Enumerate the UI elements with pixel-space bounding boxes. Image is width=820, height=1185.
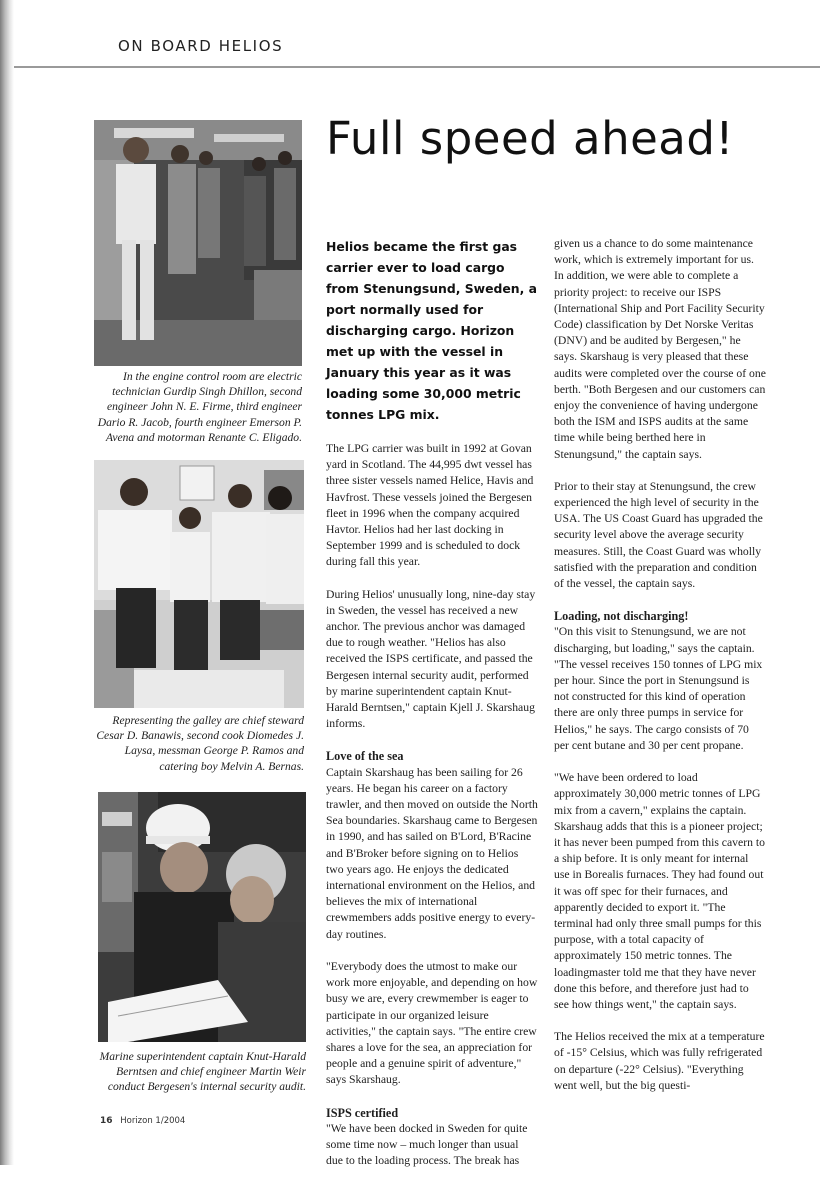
body-paragraph: Captain Skarshaug has been sailing for 26 years. He began his career on a factory trawler, and then moved on outside the North Sea boundaries. Skarshaug came to Bergesen in 1990, and has sailed on B'Lord, B'Racine and B'Broker before signing on to Helios two years ago. He enjoys the dedicated international environment on the Helios, and believes the mix of international crewmembers adds positive energy to every-day routines.: [326, 765, 538, 941]
subheading-loading-not-discharging: Loading, not discharging!: [554, 609, 689, 624]
engine-room-photo: [94, 120, 302, 366]
audit-caption: Marine superintendent captain Knut-Harald Berntsen and chief engineer Martin Weir conduct Bergesen's internal security audit.: [99, 1050, 306, 1094]
body-paragraph: During Helios' unusually long, nine-day stay in Sweden, the vessel has received a new anchor. The previous anchor was damaged due to rough weather. "Helios has also received the ISPS certificate, and passed the Bergesen internal security audit, performed by marine superintendent captain Knut-Harald Berntsen," captain Kjell J. Skarshaug informs.: [326, 587, 536, 731]
body-paragraph: "On this visit to Stenungsund, we are not discharging, but loading," says the captain. "The vessel receives 150 tonnes of LPG mix per hour. Since the port in Stenungsund is not constructed for this kind of operation there are only three pumps in service for Helios," he says. The cargo consists of 70 per cent butane and 30 per cent propane.: [554, 625, 763, 752]
article-title: Full speed ahead!: [326, 112, 734, 165]
page-number: 16: [100, 1116, 113, 1126]
galley-photo: [94, 460, 304, 708]
body-paragraph: "Everybody does the utmost to make our work more enjoyable, and depending on how busy we are, every crewmember is eager to participate in our organized leisure activities," the captain says. "The entire crew shares a love for the sea, an appreciation for people and a genuine spirit of adventure," says Skarshaug.: [326, 959, 538, 1087]
top-bar: [14, 0, 820, 68]
column-middle: [326, 236, 538, 1185]
section-label: ON BOARD HELIOS: [118, 37, 284, 55]
body-paragraph: The Helios received the mix at a temperature of -15° Celsius, which was fully refrigerated on departure (-22° Celsius). "Everything went well, but the big questi-: [554, 1030, 765, 1092]
subheading-love-of-the-sea: Love of the sea: [326, 749, 404, 764]
page-footer: [100, 1116, 185, 1126]
issue-label: Horizon 1/2004: [120, 1116, 186, 1126]
body-paragraph: "We have been ordered to load approximately 30,000 metric tonnes of LPG mix from a cavern," explains the captain. Skarshaug adds that this is a pioneer project; it has never been pumped from this cavern to a ship before. It is only meant for internal use in Borealis furnaces. They had found out it was off spec for their furnaces, and apparently decided to export it. "The terminal had only three small pumps for this purpose, with a total capacity of approximately 150 metric tonnes. The loadingmaster told me that they have never done this before, and therefore just had to see how things went," the captain says.: [554, 771, 765, 1011]
engine-room-caption: In the engine control room are electric technician Gurdip Singh Dhillon, second engineer John N. E. Firme, third engineer Dario R. Jacob, fourth engineer Emerson P. Avena and motorman Renante C. Eligado.: [97, 370, 302, 444]
audit-photo: [98, 792, 306, 1042]
body-paragraph: given us a chance to do some maintenance work, which is extremely important for us. In addition, we were able to complete a priority project: to receive our ISPS (International Ship and Port Facility Security Code) classification by Det Norske Veritas (DNV) and be audited by Bergesen," he says. Skarshaug is very pleased that these audits were completed over the course of one berth. "Both Bergesen and our customers can enjoy the convenience of having undergone both the ISM and ISPS audits at the same time while being berthed here in Stenungsund," the captain says.: [554, 237, 766, 461]
column-right: [554, 236, 766, 1110]
body-paragraph: "We have been docked in Sweden for quite some time now – much longer than usual due to the loading process. The break has: [326, 1121, 528, 1168]
subheading-isps-certified: ISPS certified: [326, 1105, 399, 1120]
binding-spine: [0, 0, 14, 1165]
body-paragraph: The LPG carrier was built in 1992 at Govan yard in Scotland. The 44,995 dwt vessel has three sister vessels named Helice, Havis and Havfrost. These vessels joined the Bergesen fleet in 1996 when the company acquired Havtor. Helios had her last docking in September 1999 and is scheduled to dock during fall this year.: [326, 442, 534, 569]
article-lead: Helios became the first gas carrier ever to load cargo from Stenungsund, Sweden, a port normally used for discharging cargo. Horizon met up with the vessel in January this year as it was loading some 30,000 metric tonnes LPG mix.: [326, 239, 537, 422]
galley-caption: Representing the galley are chief steward Cesar D. Banawis, second cook Diomedes J. Laysa, messman George P. Ramos and catering boy Melvin A. Bernas.: [96, 714, 304, 773]
body-paragraph: Prior to their stay at Stenungsund, the crew experienced the high level of security in the USA. The US Coast Guard has upgraded the security level above the average security measures. Still, the Coast Guard was wholly satisfied with the preparation and condition of the vessel, the captain says.: [554, 479, 763, 591]
